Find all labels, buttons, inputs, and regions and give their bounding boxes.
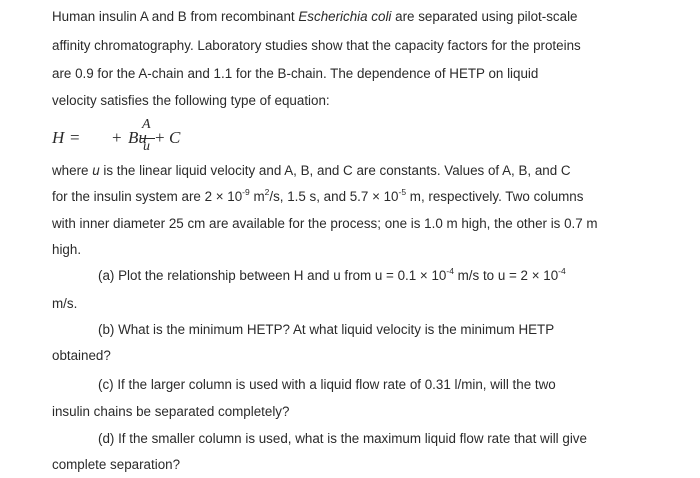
exponent-m2: 2 [264, 187, 270, 197]
eq-plus-2: + [155, 128, 165, 147]
eq-numerator: A [142, 117, 151, 132]
question-d-line-1: (d) If the smaller column is used, what is the maximum liquid flow rate that will give [98, 431, 587, 446]
exponent-c: -5 [398, 187, 407, 197]
eq-lhs: H [52, 128, 65, 147]
question-a-text: (a) Plot the relationship between H and u from u = 0.1 × 10 [98, 268, 447, 283]
hetp-equation [52, 116, 252, 160]
eq-plus-1: + [112, 128, 122, 147]
unit-m: m [249, 189, 265, 204]
intro-text-cont: are separated using pilot-scale [391, 9, 578, 24]
organism-name: Escherichia coli [298, 9, 392, 24]
question-a-exp-1: -4 [446, 266, 454, 276]
intro-line-2: affinity chromatography. Laboratory studies show that the capacity factors for the proteins [52, 38, 581, 53]
question-c-line-2: insulin chains be separated completely? [52, 404, 290, 419]
question-d-line-2: complete separation? [52, 457, 181, 472]
eq-equals: = [70, 128, 80, 147]
question-a-line-1 [98, 268, 566, 283]
intro-text: Human insulin A and B from recombinant [52, 9, 299, 24]
value-a: for the insulin system are 2 × 10 [52, 189, 243, 204]
constants-text-end: m, respectively. Two columns [406, 189, 584, 204]
constants-text-cont: is the linear liquid velocity and A, B, and C are constants. Values of A, B, and C [99, 163, 571, 178]
value-b-c: /s, 1.5 s, and 5.7 × 10 [269, 189, 399, 204]
eq-term-c: C [169, 128, 181, 147]
intro-line-3: are 0.9 for the A-chain and 1.1 for the B-chain. The dependence of HETP on liquid [52, 66, 539, 81]
constants-line-4: high. [52, 242, 82, 257]
constants-text: where [52, 163, 93, 178]
question-a-exp-2: -4 [558, 266, 566, 276]
question-b-line-2: obtained? [52, 348, 111, 363]
constants-line-2 [52, 189, 583, 204]
intro-line-1 [52, 9, 578, 24]
eq-term-b: Bu [128, 128, 147, 147]
question-b-line-1: (b) What is the minimum HETP? At what liquid velocity is the minimum HETP [98, 322, 555, 337]
constants-line-3: with inner diameter 25 cm are available for the process; one is 1.0 m high, the other is 0.7 m [52, 216, 598, 231]
intro-line-4: velocity satisfies the following type of equation: [52, 93, 330, 108]
question-a-line-2: m/s. [52, 296, 78, 311]
velocity-symbol: u [92, 163, 100, 178]
eq-denominator: u [143, 139, 150, 154]
question-c-line-1: (c) If the larger column is used with a liquid flow rate of 0.31 l/min, will the two [98, 377, 556, 392]
exponent-a: -9 [242, 187, 250, 197]
constants-line-1 [52, 163, 571, 178]
question-a-text-mid: m/s to u = 2 × 10 [453, 268, 559, 283]
